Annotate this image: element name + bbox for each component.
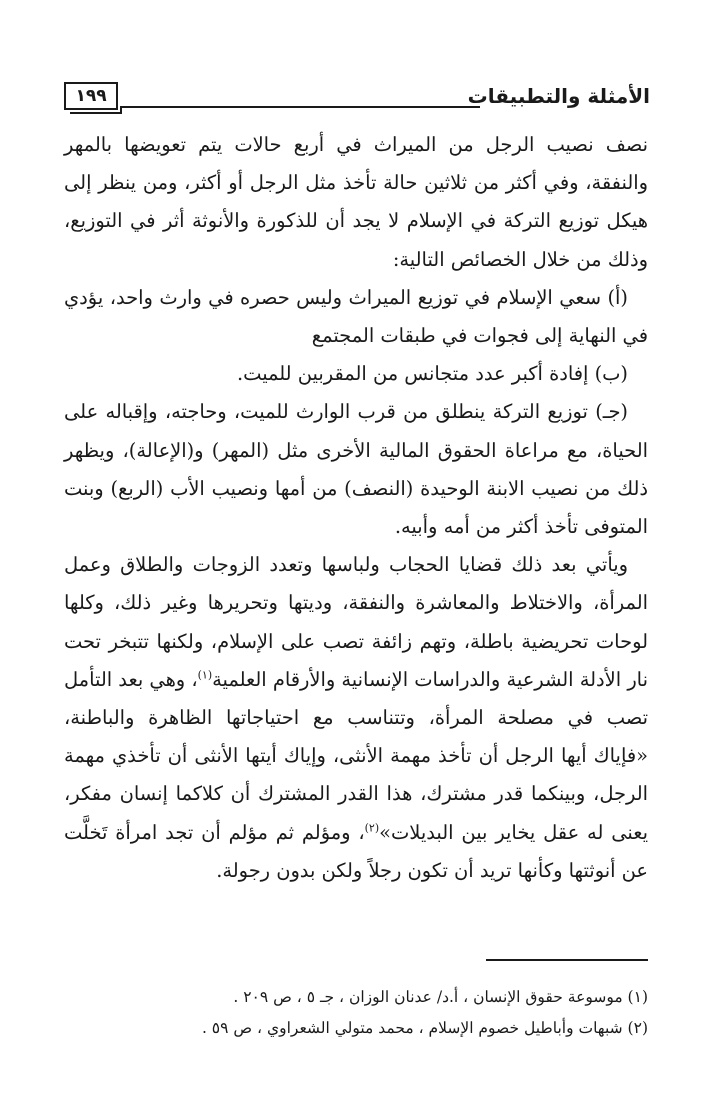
paragraph-4: (جـ) توزيع التركة ينطلق من قرب الوارث للميت، وحاجته، وإقباله على الحياة، مع مراعاة الحقوق المالية الأخرى مثل (المهر) و(الإعالة)، ويظهر ذلك من نصيب الابنة الوحيدة (النصف) من أمها ونصيب الأب (الربع) وبنت المتوفى تأخذ أكثر من أمه وأبيه. [64, 400, 648, 539]
paragraph-5 [64, 546, 648, 890]
paragraph-2: (أ) سعي الإسلام في توزيع الميراث وليس حصره في وارث واحد، يؤدي في النهاية إلى فجوات في طبقات المجتمع [64, 285, 648, 348]
paragraph-1: نصف نصيب الرجل من الميراث في أربع حالات يتم تعويضها بالمهر والنفقة، وفي أكثر من ثلاثين حالة تأخذ مثل الرجل أو أكثر، ومن ينظر إلى هيكل توزيع التركة في الإسلام لا يجد أن للذكورة والأنوثة أثر في التوزيع، وذلك من خلال الخصائص التالية: [64, 133, 648, 271]
footnote-separator [486, 959, 648, 961]
running-header [64, 80, 650, 120]
body-text [64, 126, 648, 890]
footnotes [64, 982, 648, 1044]
header-rule [120, 106, 480, 108]
paragraph-5-part-b: ، وهي بعد التأمل تصب في مصلحة المرأة، وتتناسب مع احتياجاتها الظاهرة والباطنة، «فإياك أيها الرجل أن تأخذ مهمة الأنثى، وإياك أيتها الأنثى أن تأخذي مهمة الرجل، وبينكما قدر مشترك، هذا القدر المشترك أن كلاكما إنسان مفكر، يعنى له عقل يخاير بين البديلات» [64, 667, 648, 844]
page-number [64, 82, 118, 110]
footnote-ref-2[interactable]: (٢) [364, 821, 380, 835]
page-number-text: ١٩٩ [75, 86, 107, 106]
footnote-1: (١) موسوعة حقوق الإنسان ، أ.د/ عدنان الوزان ، جـ ٥ ، ص ٢٠٩ . [233, 988, 648, 1006]
footnote-ref-1[interactable]: (١) [197, 668, 213, 682]
footnote-2: (٢) شبهات وأباطيل خصوم الإسلام ، محمد متولي الشعراوي ، ص ٥٩ . [201, 1019, 648, 1037]
header-title: الأمثلة والتطبيقات [467, 84, 650, 108]
paragraph-5-part-a: ويأتي بعد ذلك قضايا الحجاب ولباسها وتعدد الزوجات والطلاق وعمل المرأة، والاختلاط والمعاشرة والنفقة، وديتها وتحريرها وغير ذلك، وكلها لوحات تحريضية باطلة، وتهم زائفة تصب على الإسلام، ولكنها تتبخر تحت نار الأدلة الشرعية والدراسات الإنسانية والأرقام العلمية [64, 553, 648, 691]
paragraph-5-part-c: ، ومؤلم ثم مؤلم أن تجد امرأة تَخلَّت عن أنوثتها وكأنها تريد أن تكون رجلاً ولكن بدون رجولة. [64, 820, 648, 882]
paragraph-3: (ب) إفادة أكبر عدد متجانس من المقربين للميت. [237, 362, 628, 386]
